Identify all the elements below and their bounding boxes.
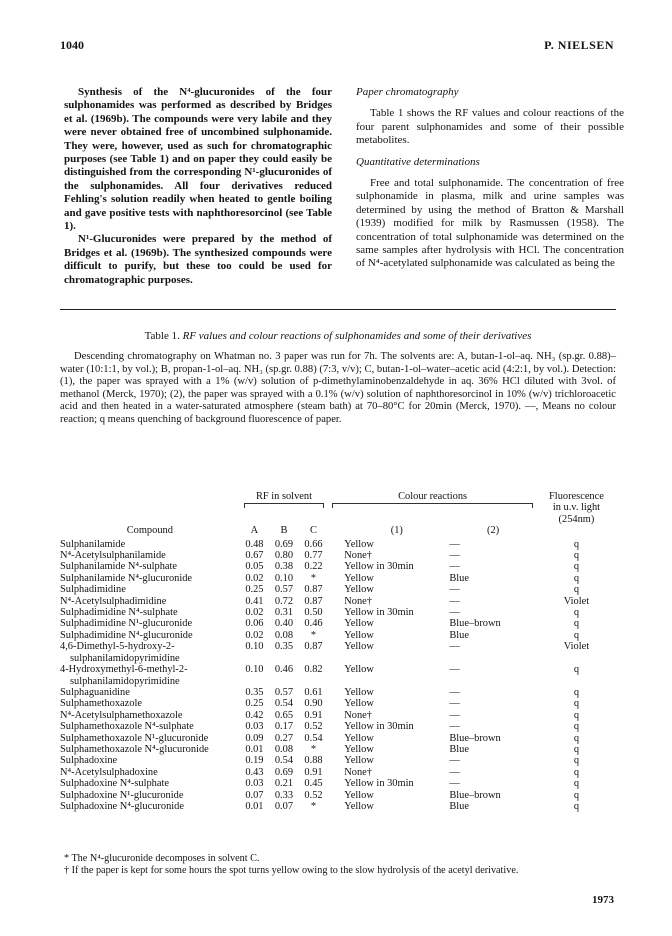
cell-rf-b: 0.57 [274,686,294,698]
cell-compound: N⁴-Acetylsulphamethoxazole [60,709,183,721]
cell-rf-b: 0.46 [274,664,294,676]
cell-compound: N⁴-Acetylsulphadimidine [60,595,167,607]
cell-reaction-2: — [449,550,460,562]
footnote-dagger: † If the paper is kept for some hours the spot turns yellow owing to the slow hydrolysis of the acetyl derivative. [64,865,519,876]
cell-fluorescence: Violet [563,595,590,607]
cell-reaction-1 [328,653,449,664]
table-description [60,351,616,426]
cell-rf-c: 0.54 [304,732,323,744]
table-caption-text: RF values and colour reactions of sulphonamides and some of their derivatives [182,330,532,342]
cell-compound: Sulphamethoxazole N⁴-glucuronide [60,743,209,755]
cell-rf-c: 0.88 [304,755,323,767]
cell-rf-b: 0.31 [274,607,294,619]
cell-rf-c: 0.61 [304,686,323,698]
colour-brace [332,503,533,508]
table-row [60,653,616,664]
table-row [60,790,616,801]
left-paragraph-1: Synthesis of the N⁴-glucuronides of the four sulphonamides was performed as described by Bridges et al. (1969b). The compounds were very labile and they were never obtained free of uncombined sulphonamide. They were, however, used as such for chromatographic purposes (see Table 1) and on paper they could easily be distinguished from the corresponding N¹-glucuronides of the sulphonamides. All four derivatives reduced Fehling's solution readily when heated to gentle boiling and gave positive tests with naphthoresorcinol (see Table 1). [64,86,332,233]
cell-rf-c: 0.66 [304,538,323,550]
cell-rf-a [240,676,270,687]
cell-compound: Sulphamethoxazole [60,698,142,710]
cell-reaction-1: None† [344,766,372,778]
cell-reaction-2: — [449,686,460,698]
cell-reaction-2: Blue–brown [449,732,501,744]
footnote-asterisk: * The N⁴-glucuronide decomposes in solvent C. [64,853,260,864]
cell-compound: Sulphadoxine N⁴-glucuronide [60,800,184,812]
column-header-reaction-1: (1) [390,525,403,537]
cell-reaction-1: Yellow [344,584,374,596]
cell-rf-c: * [310,572,317,584]
table-row [60,710,616,721]
cell-reaction-2: — [449,561,460,573]
cell-rf-a: 0.43 [245,766,264,778]
cell-rf-c: 0.87 [304,584,323,596]
cell-fluorescence: q [573,732,580,744]
fluorescence-header: Fluorescence in u.v. light (254nm) [549,491,604,525]
table-row [60,664,616,675]
table-body [60,539,616,813]
cell-reaction-1: Yellow [344,732,374,744]
cell-reaction-2: — [449,584,460,596]
cell-rf-c: 0.90 [304,698,323,710]
cell-fluorescence: q [573,629,580,641]
cell-reaction-2: — [449,721,460,733]
cell-compound: Sulphadimidine N¹-glucuronide [60,618,193,630]
cell-fluorescence: q [573,721,580,733]
cell-reaction-2: — [449,755,460,767]
cell-fluorescence: q [573,800,580,812]
cell-rf-a: 0.35 [245,686,264,698]
section-heading-quantitative: Quantitative determinations [356,155,480,168]
cell-rf-b: 0.72 [274,595,294,607]
cell-compound: Sulphadoxine N¹-glucuronide [60,789,184,801]
cell-reaction-1: None† [344,550,372,562]
cell-fluorescence: q [573,778,580,790]
right-paragraph-2: Free and total sulphonamide. The concentration of free sulphonamide in plasma, milk and urine samples was determined by using the method of Bratton & Marshall (1939) modified for milk by Rasmussen (1958). The concentration of total sulphonamide was determined on the same samples after hydrolysis with HCl. The concentration of N⁴-acetylated sulphonamide was calculated as being the [356,177,624,270]
cell-rf-a: 0.01 [245,743,264,755]
cell-fluorescence: q [573,709,580,721]
colour-reactions-header: Colour reactions [328,491,537,525]
rf-solvent-header: RF in solvent [240,491,329,525]
cell-compound: 4-Hydroxymethyl-6-methyl-2- [60,664,188,676]
cell-rf-b: 0.38 [274,561,294,573]
table-row [60,721,616,732]
cell-rf-c: * [310,743,317,755]
cell-rf-a: 0.03 [245,778,264,790]
cell-rf-c: 0.91 [304,766,323,778]
cell-rf-a: 0.01 [245,800,264,812]
cell-fluorescence [537,676,616,687]
cell-rf-a: 0.07 [245,789,264,801]
cell-fluorescence: q [573,698,580,710]
cell-rf-c: 0.22 [304,561,323,573]
cell-rf-b: 0.54 [274,698,294,710]
cell-rf-a: 0.03 [245,721,264,733]
cell-compound: Sulphadimidine [60,584,126,596]
cell-compound: 4,6-Dimethyl-5-hydroxy-2- [60,641,175,653]
table-caption-label: Table 1. [144,330,180,342]
cell-reaction-1: Yellow [344,629,374,641]
cell-fluorescence: q [573,766,580,778]
cell-fluorescence [537,653,616,664]
cell-rf-a: 0.25 [245,698,264,710]
rf-values-table [60,491,616,812]
cell-rf-b: 0.40 [274,618,294,630]
running-header [60,38,614,54]
column-header-a: A [250,525,259,537]
section-divider [60,309,616,310]
table-row [60,618,616,629]
table-row [60,755,616,766]
cell-reaction-2: Blue [449,629,469,641]
cell-rf-a: 0.19 [245,755,264,767]
cell-fluorescence: q [573,618,580,630]
table-description-text: Descending chromatography on Whatman no. 3 paper was run for 7h. The solvents are: A, butan-1-ol–aq. NH₃ (sp.gr. 0.88)–water (10:1:1, by vol.); B, propan-1-ol–aq. NH₃ (sp.gr. 0.88) (7:3, v/v); C, butan-1-ol–water–acetic acid (4:2:1, by vol.). Detection: (1), the paper was sprayed with a 1% (w/v) solution of p-dimethylaminobenzaldehyde in aq. 36% HCl diluted with 3vol. of methanol (Merck, 1970); (2), the paper was sprayed with a 0.1% (w/v) solution of naphthoresorcinol in 10% (w/v) trichloroacetic acid and then heated in a water-saturated atmosphere (steam bath) at 70–80°C for 20min (Merck, 1970). —, Means no colour reaction; q means quenching of background fluorescence of paper. [60,351,616,425]
cell-reaction-1: Yellow in 30min [344,561,414,573]
cell-fluorescence: q [573,664,580,676]
table-row [60,778,616,789]
cell-fluorescence: Violet [563,641,590,653]
cell-rf-b: 0.57 [274,584,294,596]
cell-rf-b [269,653,299,664]
cell-reaction-1: Yellow [344,743,374,755]
cell-compound: Sulphamethoxazole N¹-glucuronide [60,732,209,744]
cell-compound: Sulphadimidine N⁴-sulphate [60,607,178,619]
cell-rf-a: 0.02 [245,572,264,584]
cell-rf-c: * [310,629,317,641]
cell-rf-a: 0.02 [245,607,264,619]
cell-reaction-2: — [449,664,460,676]
cell-reaction-1: Yellow in 30min [344,721,414,733]
cell-reaction-2: Blue–brown [449,618,501,630]
cell-rf-b: 0.07 [274,800,294,812]
table-row [60,801,616,812]
cell-fluorescence: q [573,686,580,698]
cell-rf-b: 0.69 [274,766,294,778]
cell-rf-c: 0.50 [304,607,323,619]
cell-reaction-1: Yellow [344,789,374,801]
cell-rf-c: 0.52 [304,721,323,733]
cell-compound: Sulphadoxine N⁴-sulphate [60,778,169,790]
cell-reaction-2: Blue [449,572,469,584]
column-header-c: C [310,525,317,537]
cell-rf-a: 0.41 [245,595,264,607]
cell-rf-b [269,676,299,687]
cell-rf-b: 0.08 [274,629,294,641]
cell-fluorescence: q [573,561,580,573]
cell-fluorescence: q [573,584,580,596]
cell-rf-b: 0.17 [274,721,294,733]
cell-rf-a: 0.25 [245,584,264,596]
cell-compound: Sulphamethoxazole N⁴-sulphate [60,721,194,733]
cell-rf-a: 0.09 [245,732,264,744]
table-caption [60,330,616,342]
cell-rf-b: 0.10 [274,572,294,584]
cell-fluorescence: q [573,550,580,562]
table-row [60,687,616,698]
left-column [64,86,332,287]
cell-compound: Sulphadimidine N⁴-glucuronide [60,629,193,641]
cell-reaction-2: — [449,778,460,790]
cell-reaction-2: — [449,607,460,619]
cell-reaction-1: Yellow [344,641,374,653]
cell-compound: sulphanilamidopyrimidine [70,675,180,687]
cell-reaction-1: None† [344,595,372,607]
table-row [60,744,616,755]
cell-reaction-1: Yellow [344,686,374,698]
page-number: 1040 [60,38,84,52]
cell-rf-a: 0.10 [245,664,264,676]
cell-rf-c: 0.91 [304,709,323,721]
cell-compound: sulphanilamidopyrimidine [70,652,180,664]
cell-rf-c [299,653,329,664]
cell-reaction-2: Blue–brown [449,789,501,801]
table-row [60,584,616,595]
table-row [60,607,616,618]
cell-compound: Sulphanilamide [60,538,126,550]
cell-fluorescence: q [573,789,580,801]
cell-reaction-1: Yellow [344,618,374,630]
cell-reaction-2: — [449,595,460,607]
table-header-group-row [60,491,616,525]
cell-compound: Sulphaguanidine [60,686,130,698]
cell-fluorescence: q [573,572,580,584]
cell-reaction-1: Yellow in 30min [344,607,414,619]
cell-compound: N⁴-Acetylsulphanilamide [60,550,166,562]
cell-reaction-2: — [449,709,460,721]
table-row [60,630,616,641]
cell-rf-b: 0.33 [274,789,294,801]
cell-rf-a [240,653,270,664]
running-author: P. NIELSEN [544,38,614,52]
cell-rf-b: 0.80 [274,550,294,562]
cell-reaction-2 [449,676,537,687]
cell-rf-b: 0.54 [274,755,294,767]
cell-rf-c: * [310,800,317,812]
cell-reaction-2: Blue [449,743,469,755]
cell-rf-c: 0.45 [304,778,323,790]
cell-reaction-1: None† [344,709,372,721]
cell-rf-c: 0.77 [304,550,323,562]
table-row [60,698,616,709]
right-paragraph-1: Table 1 shows the RF values and colour reactions of the four parent sulphonamides and some of their possible metabolites. [356,107,624,147]
cell-rf-c [299,676,329,687]
cell-reaction-2: — [449,766,460,778]
cell-reaction-1: Yellow [344,572,374,584]
cell-reaction-1: Yellow [344,755,374,767]
cell-fluorescence: q [573,538,580,550]
table-row [60,550,616,561]
section-heading-paper-chromatography: Paper chromatography [356,86,459,98]
table-row [60,596,616,607]
cell-rf-b: 0.69 [274,538,294,550]
table-footnotes [60,853,616,877]
footer-page-number: 1973 [592,894,614,906]
left-paragraph-2: N¹-Glucuronides were prepared by the method of Bridges et al. (1969b). The synthesized compounds were difficult to purify, but these too could be used for chromatographic purposes. [64,233,332,286]
column-header-b: B [280,525,288,537]
cell-reaction-2 [449,653,537,664]
cell-rf-a: 0.05 [245,561,264,573]
cell-rf-c: 0.87 [304,641,323,653]
cell-rf-a: 0.67 [245,550,264,562]
cell-rf-b: 0.35 [274,641,294,653]
rf-brace [244,503,325,508]
right-column [356,86,624,271]
cell-reaction-1: Yellow [344,664,374,676]
cell-reaction-1: Yellow [344,538,374,550]
table-row [60,641,616,652]
cell-fluorescence: q [573,743,580,755]
cell-rf-a: 0.48 [245,538,264,550]
table-column-header-row [60,525,616,538]
cell-reaction-2: — [449,698,460,710]
table-row [60,539,616,550]
table-row [60,676,616,687]
cell-rf-a: 0.10 [245,641,264,653]
cell-rf-a: 0.42 [245,709,264,721]
cell-reaction-2: — [449,641,460,653]
cell-reaction-2: — [449,538,460,550]
cell-reaction-1 [328,676,449,687]
cell-rf-c: 0.87 [304,595,323,607]
cell-reaction-1: Yellow [344,698,374,710]
cell-reaction-1: Yellow [344,800,374,812]
table-row [60,767,616,778]
cell-rf-b: 0.08 [274,743,294,755]
cell-rf-b: 0.27 [274,732,294,744]
cell-rf-b: 0.21 [274,778,294,790]
cell-reaction-1: Yellow in 30min [344,778,414,790]
cell-reaction-2: Blue [449,800,469,812]
column-header-compound: Compound [126,525,173,537]
table-row [60,573,616,584]
cell-compound: Sulphanilamide N⁴-sulphate [60,561,178,573]
table-row [60,561,616,572]
column-header-reaction-2: (2) [487,525,500,537]
cell-rf-a: 0.02 [245,629,264,641]
cell-rf-c: 0.82 [304,664,323,676]
cell-fluorescence: q [573,755,580,767]
cell-compound: Sulphanilamide N⁴-glucuronide [60,572,193,584]
table-row [60,733,616,744]
cell-rf-a: 0.06 [245,618,264,630]
cell-rf-b: 0.65 [274,709,294,721]
cell-fluorescence: q [573,607,580,619]
cell-compound: N⁴-Acetylsulphadoxine [60,766,158,778]
cell-rf-c: 0.52 [304,789,323,801]
cell-rf-c: 0.46 [304,618,323,630]
cell-compound: Sulphadoxine [60,755,118,767]
